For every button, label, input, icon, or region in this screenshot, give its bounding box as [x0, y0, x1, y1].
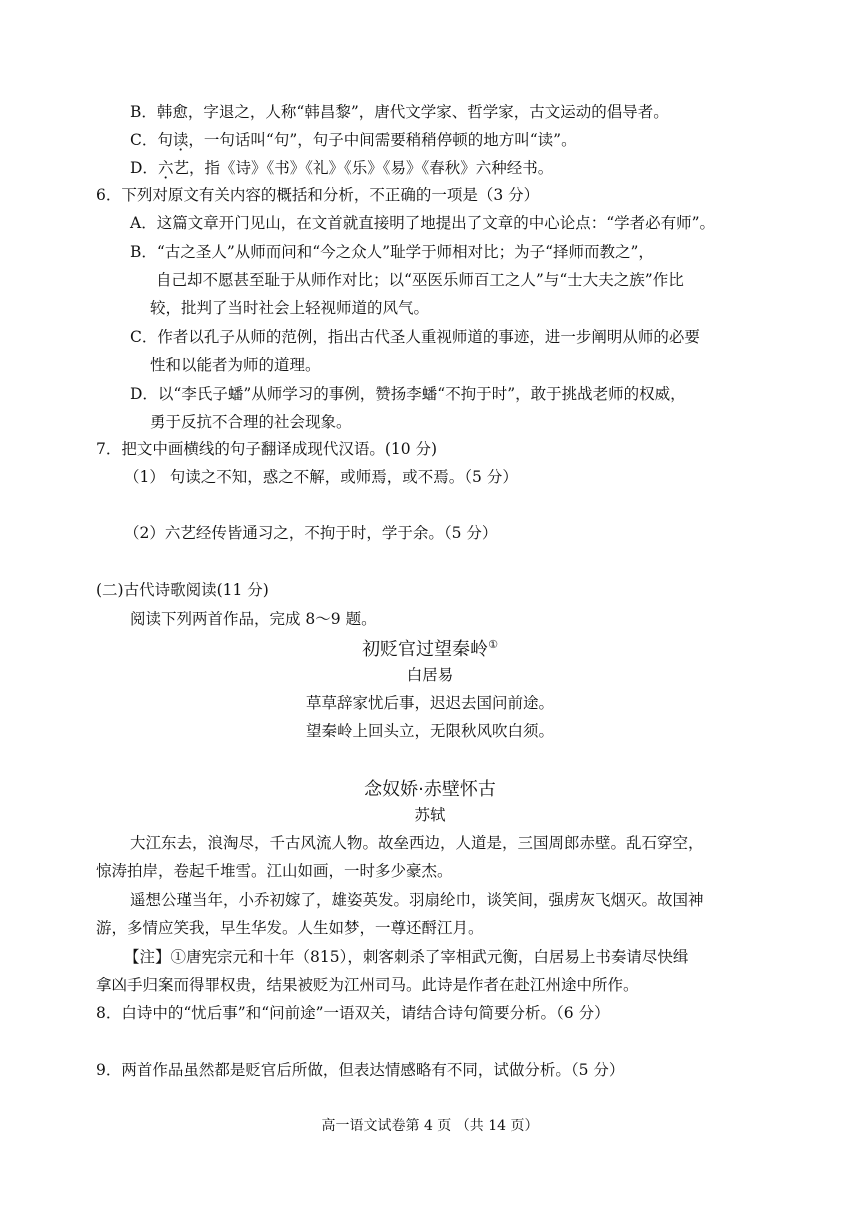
- page-footer: 高一语文试卷第 4 页 （共 14 页）: [321, 1118, 539, 1134]
- poem2-stanza1-line2: 惊涛拍岸，卷起千堆雪。江山如画，一时多少豪杰。: [96, 862, 453, 880]
- section-title: (二)古代诗歌阅读(11 分): [96, 581, 269, 599]
- q8-stem: 8．白诗中的“忧后事”和“问前途”一语双关，请结合诗句简要分析。（6 分）: [96, 1004, 610, 1022]
- q6-option-a: A．这篇文章开门见山，在文首就直接明了地提出了文章的中心论点：“学者必有师”。: [130, 214, 716, 232]
- q7-stem: 7．把文中画横线的句子翻译成现代汉语。(10 分): [96, 440, 438, 458]
- q6-stem: 6．下列对原文有关内容的概括和分析，不正确的一项是（3 分）: [96, 186, 540, 204]
- poem2-stanza2-line2: 游，多情应笑我，早生华发。人生如梦，一尊还酹江月。: [96, 919, 484, 937]
- option-letter: C．: [130, 131, 158, 149]
- q7-sentence-1: （1） 句读之不知，惑之不解，或师焉，或不焉。（5 分）: [124, 468, 518, 486]
- q6-option-d-line1: D．以“李氏子蟠”从师学习的事例，赞扬李蟠“不拘于时”，敢于挑战老师的权威，: [130, 385, 686, 403]
- footnote-mark: ①: [488, 638, 498, 651]
- poem2-stanza2-line1: 遥想公瑾当年，小乔初嫁了，雄姿英发。羽扇纶巾，谈笑间，强虏灰飞烟灭。故国神: [130, 891, 704, 909]
- poem2-stanza1-line1: 大江东去，浪淘尽，千古风流人物。故垒西边，人道是，三国周郎赤壁。乱石穿空，: [130, 834, 704, 852]
- poem2-title: 念奴娇·赤壁怀古: [364, 779, 496, 800]
- q6-option-c-line2: 性和以能者为师的道理。: [150, 356, 321, 374]
- option-text: 韩愈，字退之，人称“韩昌黎”，唐代文学家、哲学家，古文运动的倡导者。: [156, 103, 669, 121]
- q6-option-b-line2: 自己却不愿甚至耻于从师作对比；以“巫医乐师百工之人”与“士大夫之族”作比: [156, 271, 684, 289]
- dotted-word: 读: [172, 131, 189, 149]
- q6-option-d-line2: 勇于反抗不合理的社会现象。: [150, 413, 352, 431]
- q6-option-b-line3: 较，批判了当时社会上轻视师道的风气。: [150, 299, 430, 317]
- poem1-title-text: 初贬官过望秦岭: [362, 639, 489, 660]
- poem2-author: 苏轼: [414, 806, 446, 824]
- poem1-author: 白居易: [406, 666, 454, 684]
- dotted-word: 六: [157, 159, 174, 177]
- q5-option-b: [130, 101, 669, 123]
- q5-option-d: [130, 157, 553, 179]
- option-letter: B．: [130, 103, 157, 121]
- poem1-line-1: 草草辞家忧后事，迟迟去国问前途。: [305, 694, 554, 712]
- q6-option-c-line1: C．作者以孔子从师的范例，指出古代圣人重视师道的事迹，进一步阐明从师的必要: [130, 328, 700, 346]
- poem1-line-2: 望秦岭上回头立，无限秋风吹白须。: [305, 722, 554, 740]
- section-intro: 阅读下列两首作品，完成 8～9 题。: [130, 610, 377, 628]
- option-word: 艺: [173, 159, 189, 177]
- footnote-line2: 拿凶手归案而得罪权贵，结果被贬为江州司马。此诗是作者在赴江州途中所作。: [96, 976, 639, 994]
- poem1-title: [0, 635, 860, 661]
- option-text: ，一句话叫“句”，句子中间需要稍稍停顿的地方叫“读”。: [188, 131, 577, 149]
- option-word: 句: [157, 131, 173, 149]
- option-text: ，指《诗》《书》《礼》《乐》《易》《春秋》六种经书。: [188, 159, 554, 177]
- q5-option-c: [130, 129, 577, 151]
- q7-sentence-2: （2）六艺经传皆通习之，不拘于时，学于余。（5 分）: [124, 524, 498, 542]
- footnote-line1: 【注】①唐宪宗元和十年（815），刺客刺杀了宰相武元衡，白居易上书奏请尽快缉: [124, 948, 689, 966]
- q9-stem: 9．两首作品虽然都是贬官后所做，但表达情感略有不同，试做分析。（5 分）: [96, 1061, 625, 1079]
- option-letter: D．: [130, 159, 158, 177]
- q6-option-b-line1: B．“古之圣人”从师而问和“今之众人”耻学于师相对比；为子“择师而教之”，: [130, 243, 654, 261]
